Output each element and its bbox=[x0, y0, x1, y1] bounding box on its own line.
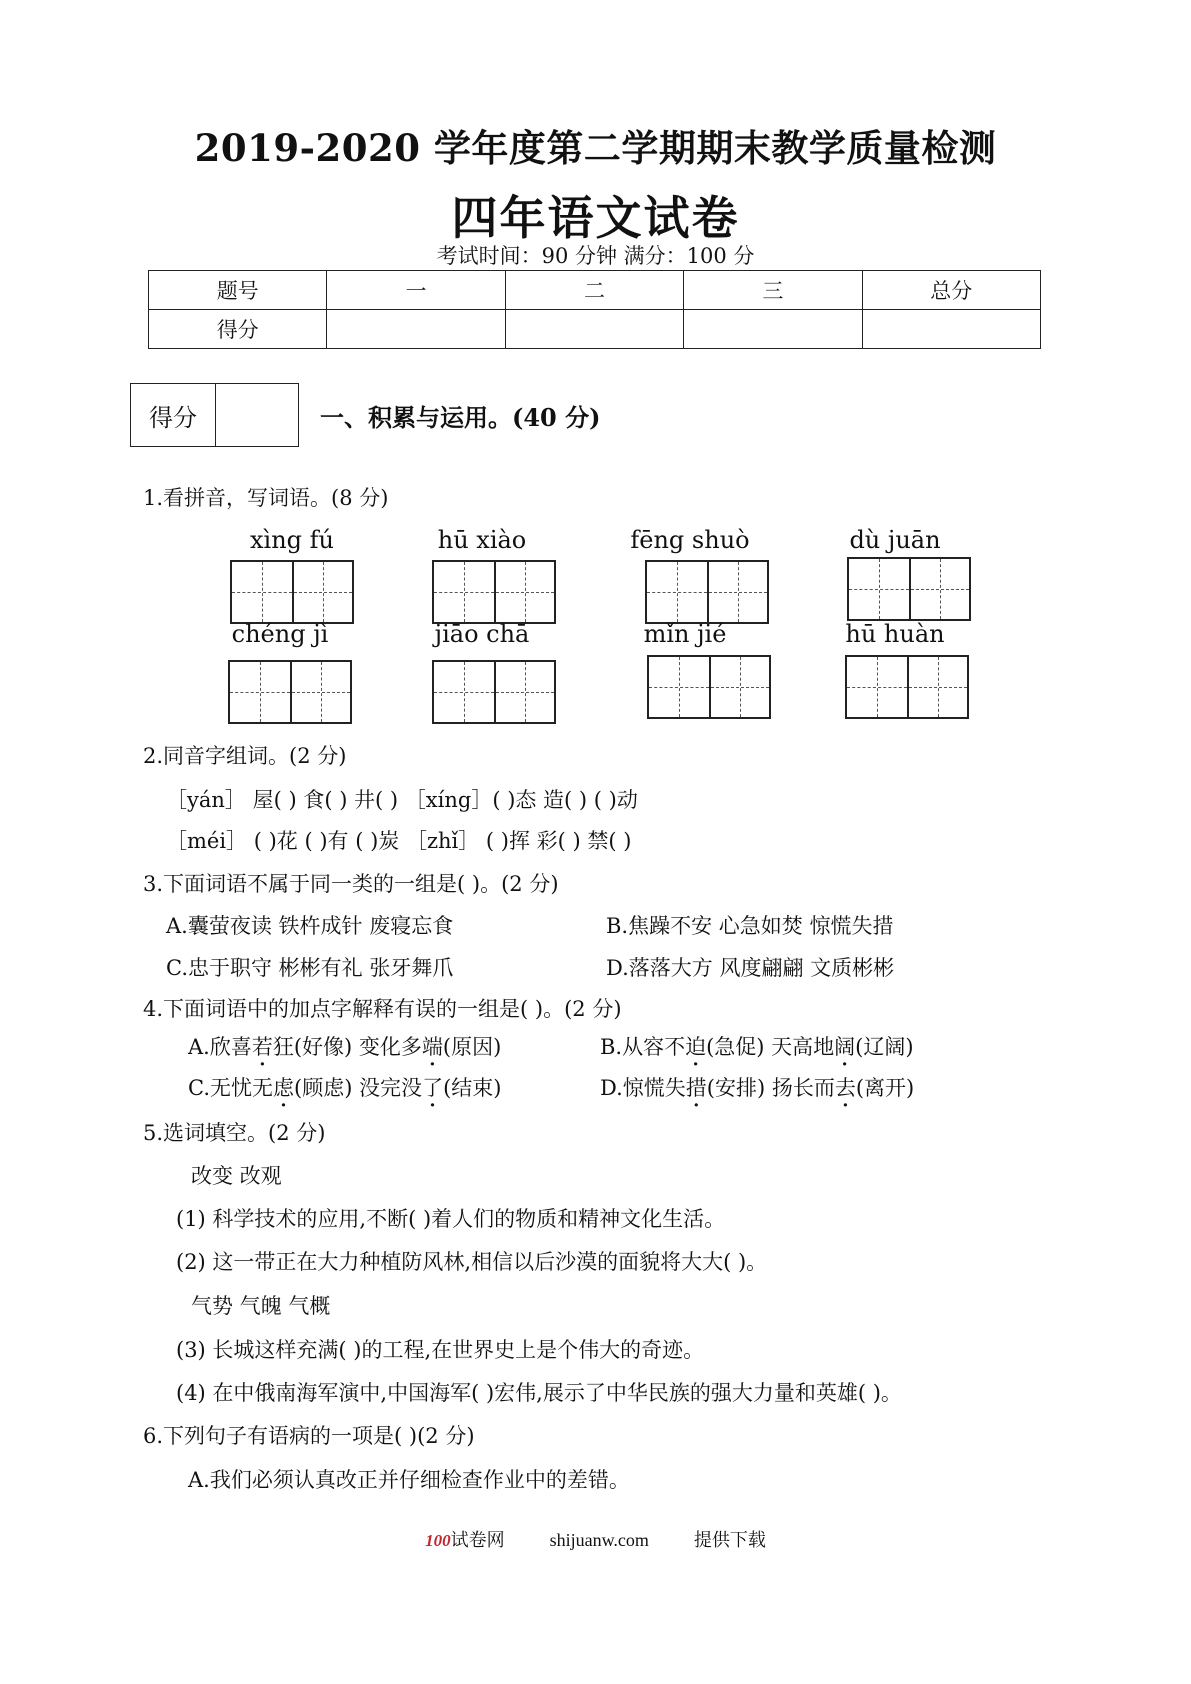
pinyin-label: chéng jì bbox=[231, 620, 329, 648]
section-score-label: 得分 bbox=[131, 384, 216, 446]
pinyin-label: hū xiào bbox=[437, 526, 527, 554]
option-d: D.落落大方 风度翩翩 文质彬彬 bbox=[606, 956, 895, 980]
score-table bbox=[148, 270, 1041, 349]
option-c bbox=[188, 1072, 501, 1102]
section-title: 一、积累与运用。(40 分) bbox=[320, 403, 601, 432]
pinyin-label: fēng shuò bbox=[630, 526, 750, 554]
question-2-stem: 2.同音字组词。(2 分) bbox=[143, 744, 347, 768]
option-text: A.欣喜 bbox=[188, 1035, 252, 1059]
footer-site: shijuanw.com bbox=[549, 1530, 649, 1550]
option-text: (安排) 扬长而 bbox=[706, 1076, 835, 1100]
writing-grid bbox=[847, 557, 971, 621]
option-text: (急促) 天高地 bbox=[706, 1035, 835, 1059]
option-text: (顾虑) 没完没 bbox=[294, 1076, 423, 1100]
option-d bbox=[600, 1072, 914, 1102]
question-5-stem: 5.选词填空。(2 分) bbox=[143, 1121, 326, 1145]
pinyin-label: xìng fú bbox=[250, 526, 334, 554]
score-table-cell: 一 bbox=[327, 271, 505, 310]
option-c: C.忠于职守 彬彬有礼 张牙舞爪 bbox=[166, 956, 454, 980]
pinyin-label: mǐn jié bbox=[643, 620, 727, 648]
option-text: 狂(好像) 变化多 bbox=[272, 1035, 422, 1059]
option-b bbox=[600, 1031, 914, 1061]
pinyin-label: hū huàn bbox=[845, 620, 945, 648]
pinyin-label: dù juān bbox=[849, 526, 941, 554]
word-choices: 改变 改观 bbox=[191, 1164, 282, 1188]
score-entry-cell bbox=[862, 310, 1040, 349]
writing-grid bbox=[432, 560, 556, 624]
score-table-cell: 二 bbox=[505, 271, 683, 310]
dotted-char: 去 · bbox=[835, 1072, 856, 1102]
footer-note: 提供下载 bbox=[693, 1530, 766, 1550]
exam-subtitle: 四年语文试卷 bbox=[451, 191, 740, 245]
page-footer bbox=[0, 1526, 1191, 1552]
writing-grid bbox=[645, 560, 769, 624]
option-text: C.无忧无 bbox=[188, 1076, 273, 1100]
writing-grid bbox=[432, 660, 556, 724]
dotted-char: 端 · bbox=[422, 1031, 443, 1061]
dotted-char: 虑 · bbox=[273, 1072, 294, 1102]
fill-sentence: (3) 长城这样充满( )的工程,在世界史上是个伟大的奇迹。 bbox=[176, 1338, 705, 1362]
score-table-score-row bbox=[149, 310, 1041, 349]
dotted-char: 措 · bbox=[686, 1072, 707, 1102]
option-a: A.我们必须认真改正并仔细检查作业中的差错。 bbox=[188, 1468, 630, 1492]
word-choices: 气势 气魄 气概 bbox=[191, 1294, 331, 1318]
writing-grid bbox=[228, 660, 352, 724]
question-6-stem: 6.下列句子有语病的一项是( )(2 分) bbox=[143, 1424, 475, 1448]
question-1-stem: 1.看拼音，写词语。(8 分) bbox=[143, 486, 389, 510]
question-4-stem: 4.下面词语中的加点字解释有误的一组是( )。(2 分) bbox=[143, 997, 622, 1021]
option-a: A.囊萤夜读 铁杵成针 废寝忘食 bbox=[166, 914, 454, 938]
option-text: (结束) bbox=[443, 1076, 502, 1100]
score-table-header-row bbox=[149, 271, 1041, 310]
fill-sentence: (1) 科学技术的应用,不断( )着人们的物质和精神文化生活。 bbox=[176, 1207, 726, 1231]
writing-grid bbox=[647, 655, 771, 719]
score-table-cell: 总分 bbox=[862, 271, 1040, 310]
question-2-line: ［méi］ ( )花 ( )有 ( )炭 ［zhǐ］ ( )挥 彩( ) 禁( ) bbox=[166, 829, 632, 853]
dotted-char: 阔 · bbox=[834, 1031, 855, 1061]
dotted-char: 了 · bbox=[422, 1072, 443, 1102]
option-text: B.从容不 bbox=[600, 1035, 686, 1059]
option-text: (辽阔) bbox=[855, 1035, 914, 1059]
question-3-stem: 3.下面词语不属于同一类的一组是( )。(2 分) bbox=[143, 872, 559, 896]
writing-grid bbox=[845, 655, 969, 719]
exam-title: 2019-2020 学年度第二学期期末教学质量检测 bbox=[194, 126, 997, 170]
score-table-cell: 得分 bbox=[149, 310, 327, 349]
dotted-char: 若 · bbox=[252, 1031, 273, 1061]
fill-sentence: (4) 在中俄南海军演中,中国海军( )宏伟,展示了中华民族的强大力量和英雄( )。 bbox=[176, 1381, 902, 1405]
option-text: D.惊慌失 bbox=[600, 1076, 686, 1100]
section-score-box bbox=[130, 383, 299, 447]
score-table-cell: 题号 bbox=[149, 271, 327, 310]
score-entry-cell bbox=[505, 310, 683, 349]
score-entry-cell bbox=[327, 310, 505, 349]
option-b: B.焦躁不安 心急如焚 惊慌失措 bbox=[606, 914, 894, 938]
site-logo: 100 bbox=[425, 1531, 451, 1550]
exam-info: 考试时间：90 分钟 满分：100 分 bbox=[436, 244, 755, 268]
footer-brand: 试卷网 bbox=[450, 1530, 505, 1550]
score-table-cell: 三 bbox=[684, 271, 862, 310]
option-text: (离开) bbox=[855, 1076, 915, 1100]
question-2-line: ［yán］ 屋( ) 食( ) 井( ) ［xíng］( )态 造( ) ( )动 bbox=[166, 788, 638, 812]
score-entry-cell bbox=[684, 310, 862, 349]
pinyin-label: jiāo chā bbox=[434, 620, 530, 648]
option-a bbox=[188, 1031, 501, 1061]
writing-grid bbox=[230, 560, 354, 624]
dotted-char: 迫 · bbox=[685, 1031, 706, 1061]
option-text: (原因) bbox=[442, 1035, 502, 1059]
fill-sentence: (2) 这一带正在大力种植防风林,相信以后沙漠的面貌将大大( )。 bbox=[176, 1250, 768, 1274]
